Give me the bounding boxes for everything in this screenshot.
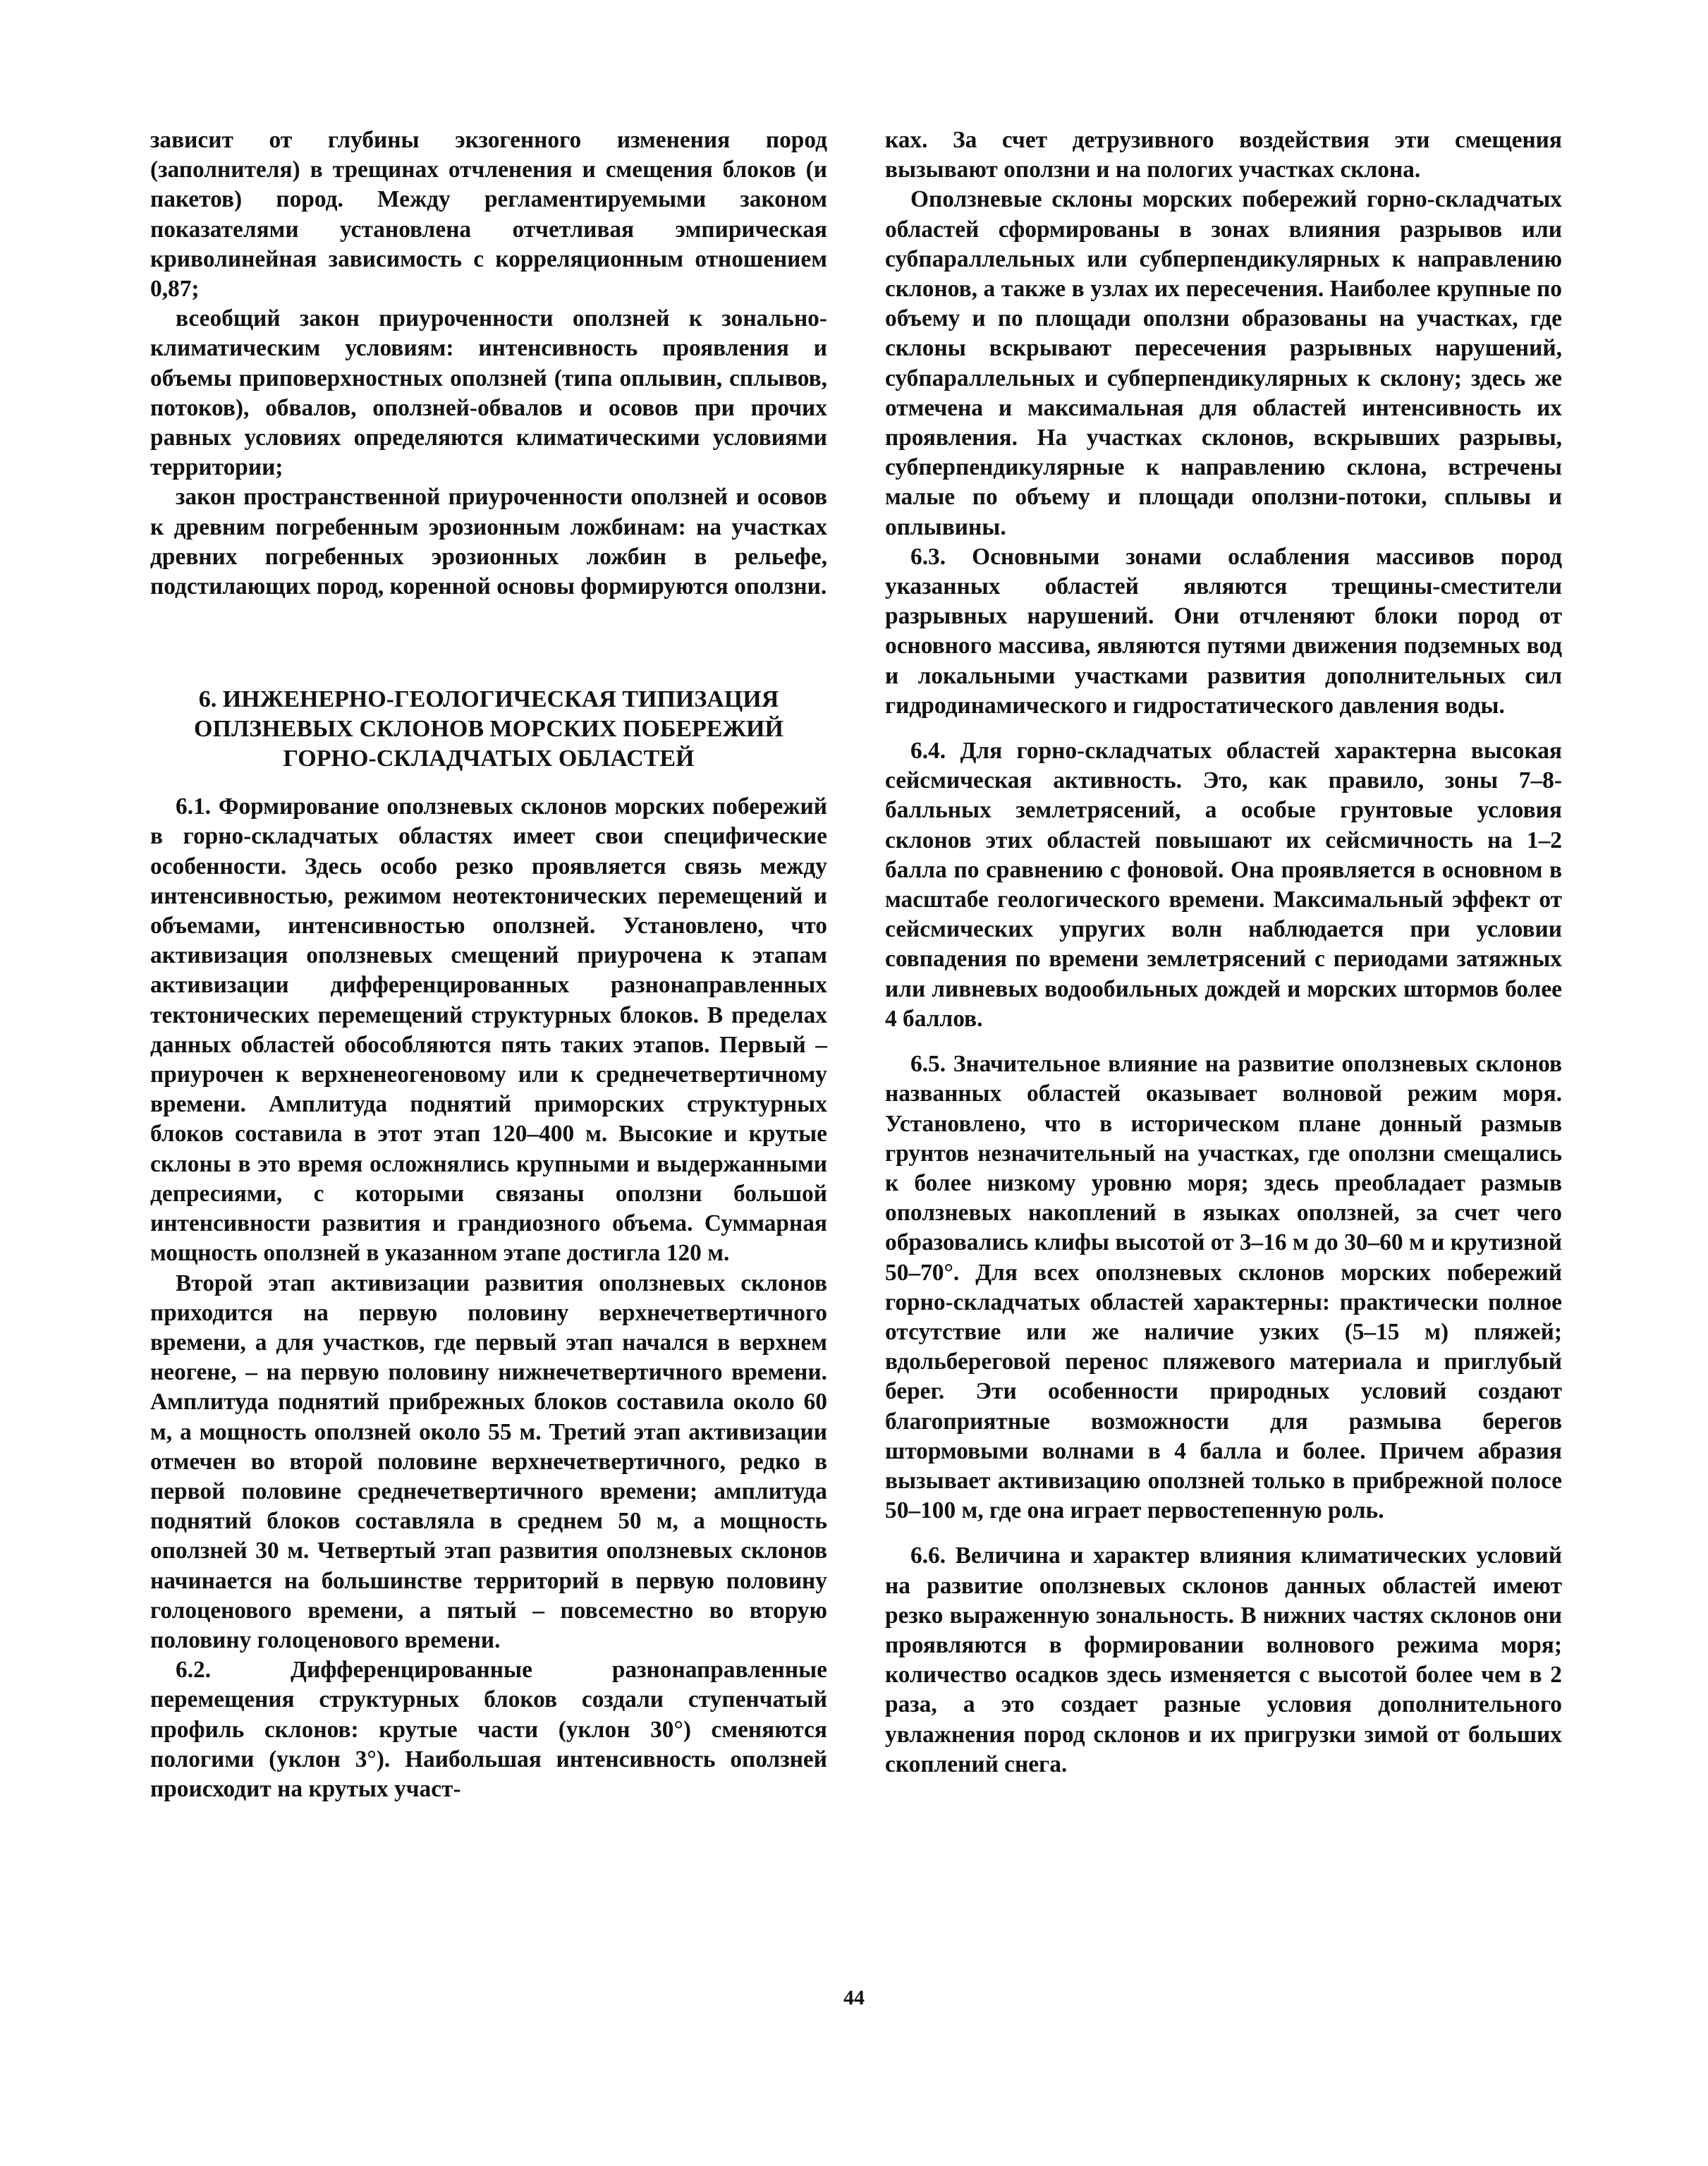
paragraph-6-1 [150, 792, 827, 1268]
paragraph-text: Основными зонами ослабления массивов пород указанных областей являются трещины-сместители разрывных нарушений. Они отчленяют блоки пород от основного массива, являются путями движения подземных вод и локальными участками развития дополнительных сил гидродинамического и гидростатического давления воды. [885, 543, 1562, 719]
section-heading: 6. ИНЖЕНЕРНО-ГЕОЛОГИЧЕСКАЯ ТИПИЗАЦИЯ ОПЛЗНЕВЫХ СКЛОНОВ МОРСКИХ ПОБЕРЕЖИЙ ГОРНО-СКЛАДЧАТЫХ ОБЛАСТЕЙ [194, 686, 783, 772]
paragraph-6-4 [885, 736, 1562, 1034]
paragraph-text: Значительное влияние на развитие оползневых склонов названных областей оказывает волновой режим моря. Установлено, что в историческом плане донный размыв грунтов незначительный на участках, где оползни смещались к более низкому уровню моря; здесь преобладает размыв оползневых накоплений в языках оползней, за счет чего образовались клифы высотой от 3–16 м до 30–60 м и крутизной 50–70°. Для всех оползневых склонов морских побережий горно-складчатых областей характерны: практически полное отсутствие или же наличие узких (5–15 м) пляжей; вдольбереговой перенос пляжевого материала и приглубый берег. Эти особенности природных условий создают благоприятные возможности для размыва берегов штормовыми волнами в 4 балла и более. Причем абразия вызывает активизацию оползней только в прибрежной полосе 50–100 м, где она играет первостепенную роль. [885, 1051, 1562, 1524]
paragraph-gap [885, 1526, 1562, 1541]
paragraph-text: Формирование оползневых склонов морских побережий в горно-складчатых областях имеет свои специфические особенности. Здесь особо резко проявляется связь между интенсивностью, режимом неотектонических перемещений и объемами, интенсивностью оползней. Установлено, что активизация оползневых смещений приурочена к этапам активизации дифференцированных разнонаправленных тектонических перемещений структурных блоков. В пределах данных областей обособляются пять таких этапов. Первый – приурочен к верхненеогеновому или к среднечетвертичному времени. Амплитуда поднятий приморских структурных блоков составила в этот этап 120–400 м. Высокие и крутые склоны в это время осложнялись крупными и выдержанными депресиями, с которыми связаны оползни большой интенсивности развития и грандиозного объема. Суммарная мощность оползней в указанном этапе достигла 120 м. [150, 793, 827, 1267]
paragraph-6-6 [885, 1541, 1562, 1779]
paragraph-text: Величина и характер влияния климатических условий на развитие оползневых склонов данных областей имеют резко выраженную зональность. В нижних частях склонов они проявляются в формировании волнового режима моря; количество осадков здесь изменяется с высотой более чем в 2 раза, а это создает разные условия дополнительного увлажнения пород склонов и их пригрузки зимой от больших скоплений снега. [885, 1543, 1562, 1777]
paragraph-6-3 [885, 542, 1562, 721]
paragraph: ках. За счет детрузивного воздействия эти смещения вызывают оползни и на пологих участках склона. [885, 127, 1562, 183]
paragraph: всеобщий закон приуроченности оползней к зонально-климатическим условиям: интенсивность проявления и объемы приповерхностных оползней (типа оплывин, сплывов, потоков), обвалов, оползней-обвалов и осовов при прочих равных условиях определяются климатическими условиями территории; [150, 305, 827, 481]
paragraph-6-2 [150, 1655, 827, 1804]
paragraph-number: 6.5. [910, 1051, 946, 1078]
right-column [885, 126, 1562, 1779]
paragraph-number: 6.3. [910, 543, 946, 570]
page-number: 44 [843, 1986, 865, 2009]
paragraph-gap [885, 721, 1562, 736]
paragraph: Оползневые склоны морских побережий горно-складчатых областей сформированы в зонах влияния разрывов или субпараллельных или субперпендикулярных к направлению склонов, а также в узлах их пересечения. Наиболее крупные по объему и по площади оползни образованы на участках, где склоны вскрывают пересечения разрывных нарушений, субпараллельных и субперпендикулярных к склону; здесь же отмечена и максимальная для областей интенсивность их проявления. На участках склонов, вскрывших разрывы, субперпендикулярные к направлению склона, встречены малые по объему и площади оползни-потоки, сплывы и оплывины. [885, 186, 1562, 540]
paragraph: закон пространственной приуроченности оползней и осовов к древним погребенным эрозионным ложбинам: на участках древних погребенных эрозионных ложбин в рельефе, подстилающих пород, коренной основы формируются оползни. [150, 484, 827, 600]
left-column [150, 126, 827, 1804]
paragraph-number: 6.2. [176, 1657, 212, 1684]
paragraph-number: 6.1. [176, 793, 212, 820]
paragraph-text: Для горно-складчатых областей характерна высокая сейсмическая активность. Это, как правило, зоны 7–8-балльных землетрясений, а особые грунтовые условия склонов этих областей повышают их сейсмичность на 1–2 балла по сравнению с фоновой. Она проявляется в основном в масштабе геологического времени. Максимальный эффект от сейсмических упругих волн наблюдается при условии совпадения по времени землетрясений с периодами затяжных или ливневых водообильных дождей и морских штормов более 4 баллов. [885, 738, 1562, 1032]
paragraph-gap [885, 1034, 1562, 1049]
paragraph: Второй этап активизации развития оползневых склонов приходится на первую половину верхнечетвертичного времени, а для участков, где первый этап начался в верхнем неогене, – на первую половину нижнечетвертичного времени. Амплитуда поднятий прибрежных блоков составила около 60 м, а мощность оползней около 55 м. Третий этап активизации отмечен во второй половине верхнечетвертичного, редко в первой половине среднечетвертичного времени; амплитуда поднятий блоков составляла в среднем 50 м, а мощность оползней 30 м. Четвертый этап развития оползневых склонов начинается на большинстве территорий в первую половину голоценового времени, а пятый – повсеместно во вторую половину голоценового времени. [150, 1270, 827, 1653]
paragraph-number: 6.4. [910, 738, 946, 765]
paragraph: зависит от глубины экзогенного изменения пород (заполнителя) в трещинах отчленения и смещения блоков (и пакетов) пород. Между регламентируемыми законом показателями установлена отчетливая эмпирическая криволинейная зависимость с корреляционным отношением 0,87; [150, 127, 827, 303]
paragraph-number: 6.6. [910, 1543, 946, 1569]
paragraph-text: Дифференцированные разнонаправленные перемещения структурных блоков создали ступенчатый профиль склонов: крутые части (уклон 30°) сменяются пологими (уклон 3°). Наибольшая интенсивность оползней происходит на крутых участ- [150, 1657, 827, 1802]
paragraph-6-5 [885, 1049, 1562, 1526]
